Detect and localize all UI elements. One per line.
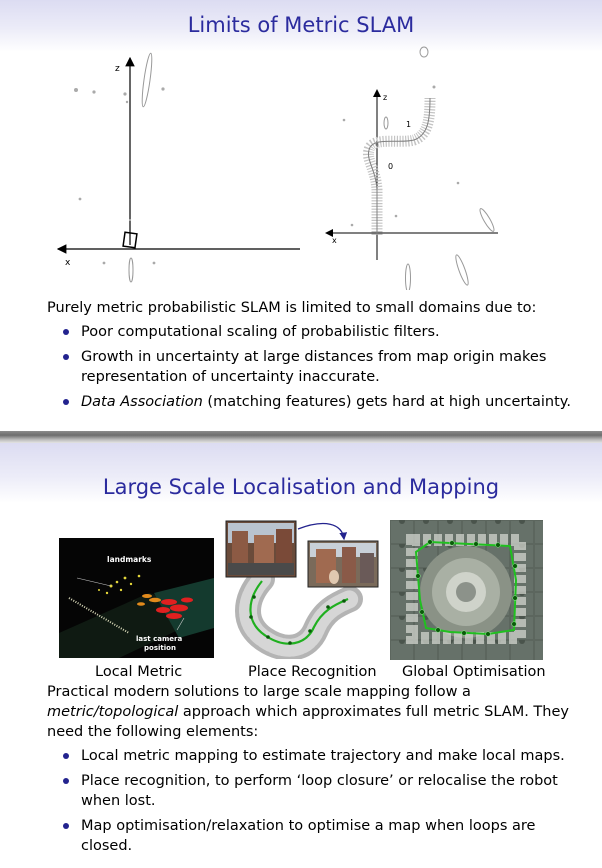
landmarks-label: landmarks xyxy=(107,555,152,564)
caption-global-optimisation: Global Optimisation xyxy=(402,664,546,680)
list-item xyxy=(60,392,571,412)
uncertainty-ellipse xyxy=(406,264,411,290)
caption-local-metric: Local Metric xyxy=(95,664,183,680)
small-map-figure xyxy=(50,50,310,290)
caption-place-recognition: Place Recognition xyxy=(248,664,377,680)
x-axis-label: x xyxy=(332,236,337,245)
uncertainty-ellipse xyxy=(478,207,496,233)
elements-list xyxy=(60,746,565,861)
list-item xyxy=(60,816,565,856)
para-line3: need the following elements: xyxy=(47,724,259,740)
slide-title: Large Scale Localisation and Mapping xyxy=(102,475,500,499)
landmark-points xyxy=(74,87,165,264)
place-recognition-image xyxy=(224,519,380,659)
z-axis-label: z xyxy=(383,93,388,102)
camera-label-line1: last camera xyxy=(136,635,183,643)
uncertainty-ellipse xyxy=(140,53,153,107)
uncertainty-ellipse xyxy=(129,258,133,282)
list-item xyxy=(60,347,571,387)
x-axis-label: x xyxy=(65,258,71,268)
slide-limits-of-metric-slam xyxy=(0,0,602,430)
para-line2: approach which approximates full metric SLAM. They xyxy=(178,704,569,720)
bullet-text-line2: when lost. xyxy=(81,793,156,809)
uncertainty-ellipse xyxy=(384,117,388,129)
marker-0: 0 xyxy=(388,162,394,171)
local-metric-image xyxy=(59,538,214,658)
uncertainty-ellipse xyxy=(420,47,428,57)
para-italic-term: metric/topological xyxy=(47,704,179,720)
landmark-points xyxy=(343,86,460,227)
slide-title: Limits of Metric SLAM xyxy=(187,13,415,37)
bullet-text: Poor computational scaling of probabilistic filters. xyxy=(81,324,440,340)
bullet-text-line2: representation of uncertainty inaccurate. xyxy=(81,369,380,385)
bullet-text-line1: Growth in uncertainty at large distances from map origin makes xyxy=(81,349,547,365)
intro-text: Purely metric probabilistic SLAM is limited to small domains due to: xyxy=(47,300,537,316)
slide-divider xyxy=(0,431,602,443)
slide-large-scale-localisation xyxy=(0,443,602,868)
camera-label-line2: position xyxy=(144,644,176,652)
list-item xyxy=(60,322,571,342)
bullet-text-line2: closed. xyxy=(81,838,133,854)
global-optimisation-image xyxy=(390,520,543,660)
marker-1: 1 xyxy=(406,120,412,129)
trajectory xyxy=(368,98,430,235)
list-item xyxy=(60,771,565,811)
bullet-text-line1: Map optimisation/relaxation to optimise a map when loops are xyxy=(81,818,536,834)
approach-paragraph xyxy=(47,682,569,742)
z-axis-label: z xyxy=(115,64,120,74)
bullet-text-line1: Place recognition, to perform ‘loop closure’ or relocalise the robot xyxy=(81,773,558,789)
bullet-italic-term: Data Association xyxy=(81,394,203,410)
list-item xyxy=(60,746,565,766)
para-line1: Practical modern solutions to large scale mapping follow a xyxy=(47,684,471,700)
bullet-text: (matching features) gets hard at high uncertainty. xyxy=(202,394,571,410)
uncertainty-ellipse xyxy=(454,254,471,286)
bullet-text: Local metric mapping to estimate trajectory and make local maps. xyxy=(81,748,565,764)
large-loop-figure xyxy=(322,40,502,290)
limitations-list xyxy=(60,322,571,417)
